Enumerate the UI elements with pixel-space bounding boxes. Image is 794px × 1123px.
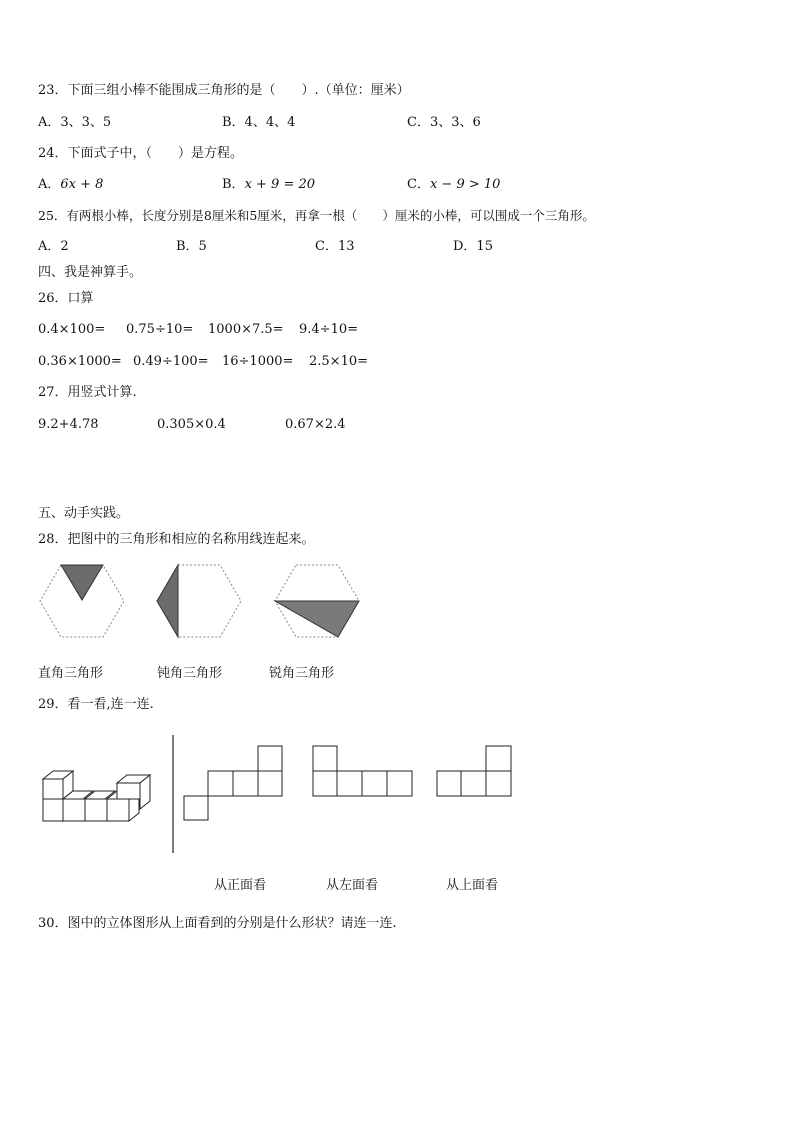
q24-option-c-expr: x − 9 > 10 (429, 177, 501, 192)
q27-stem: 27．用竖式计算. (38, 385, 137, 400)
q28-label-right[interactable]: 直角三角形 (38, 666, 104, 681)
q26-r1-c1: 0.4×100= (38, 322, 106, 337)
q24-option-a-letter: A． (38, 177, 61, 192)
q27-item-1: 9.2+4.78 (38, 417, 99, 432)
q27-item-2: 0.305×0.4 (157, 417, 226, 432)
q24-option-a-expr: 6x + 8 (60, 177, 104, 192)
view-figure-1[interactable] (184, 746, 282, 820)
q25-option-c[interactable]: C．13 (315, 239, 355, 254)
cube-stack-figure (43, 771, 150, 821)
q27-item-3: 0.67×2.4 (285, 417, 346, 432)
q29-stem: 29．看一看,连一连. (38, 697, 154, 712)
q25-stem: 25．有两根小棒，长度分别是8厘米和5厘米，再拿一根（ ）厘米的小棒，可以围成一个三角形。 (38, 208, 595, 223)
q26-stem: 26．口算 (38, 291, 94, 306)
q26-r2-c4: 2.5×10= (309, 354, 369, 369)
q23-option-c[interactable]: C．3、3、6 (407, 115, 481, 130)
q25-option-d[interactable]: D．15 (453, 239, 493, 254)
q29-label-front[interactable]: 从正面看 (214, 878, 267, 893)
q29-label-left[interactable]: 从左面看 (326, 878, 379, 893)
q25-option-a[interactable]: A．2 (38, 239, 69, 254)
q25-option-b[interactable]: B．5 (176, 239, 207, 254)
q23-option-b[interactable]: B．4、4、4 (222, 115, 296, 130)
section4-title: 四、我是神算手。 (38, 265, 143, 280)
q23-stem: 23．下面三组小棒不能围成三角形的是（ ）.（单位：厘米） (38, 83, 410, 98)
q28-label-acute[interactable]: 锐角三角形 (269, 666, 335, 681)
q30-stem: 30．图中的立体图形从上面看到的分别是什么形状？请连一连. (38, 916, 397, 931)
q26-r1-c4: 9.4÷10= (299, 322, 359, 337)
q24-stem: 24．下面式子中，（ ）是方程。 (38, 146, 244, 161)
q29-label-top[interactable]: 从上面看 (446, 878, 499, 893)
q23-option-a[interactable]: A．3、3、5 (38, 115, 112, 130)
q26-r2-c2: 0.49÷100= (133, 354, 209, 369)
q24-option-c-letter: C． (407, 177, 430, 192)
q26-r1-c3: 1000×7.5= (208, 322, 284, 337)
q24-option-b-expr: x + 9 = 20 (244, 177, 316, 192)
q24-option-b-letter: B． (222, 177, 245, 192)
q28-stem: 28．把图中的三角形和相应的名称用线连起来。 (38, 532, 315, 547)
q28-label-obtuse[interactable]: 钝角三角形 (157, 666, 223, 681)
q26-r2-c3: 16÷1000= (222, 354, 294, 369)
view-figure-2[interactable] (313, 746, 412, 796)
view-figure-3[interactable] (437, 746, 511, 796)
section5-title: 五、动手实践。 (38, 506, 130, 521)
q26-r2-c1: 0.36×1000= (38, 354, 122, 369)
q26-r1-c2: 0.75÷10= (126, 322, 194, 337)
